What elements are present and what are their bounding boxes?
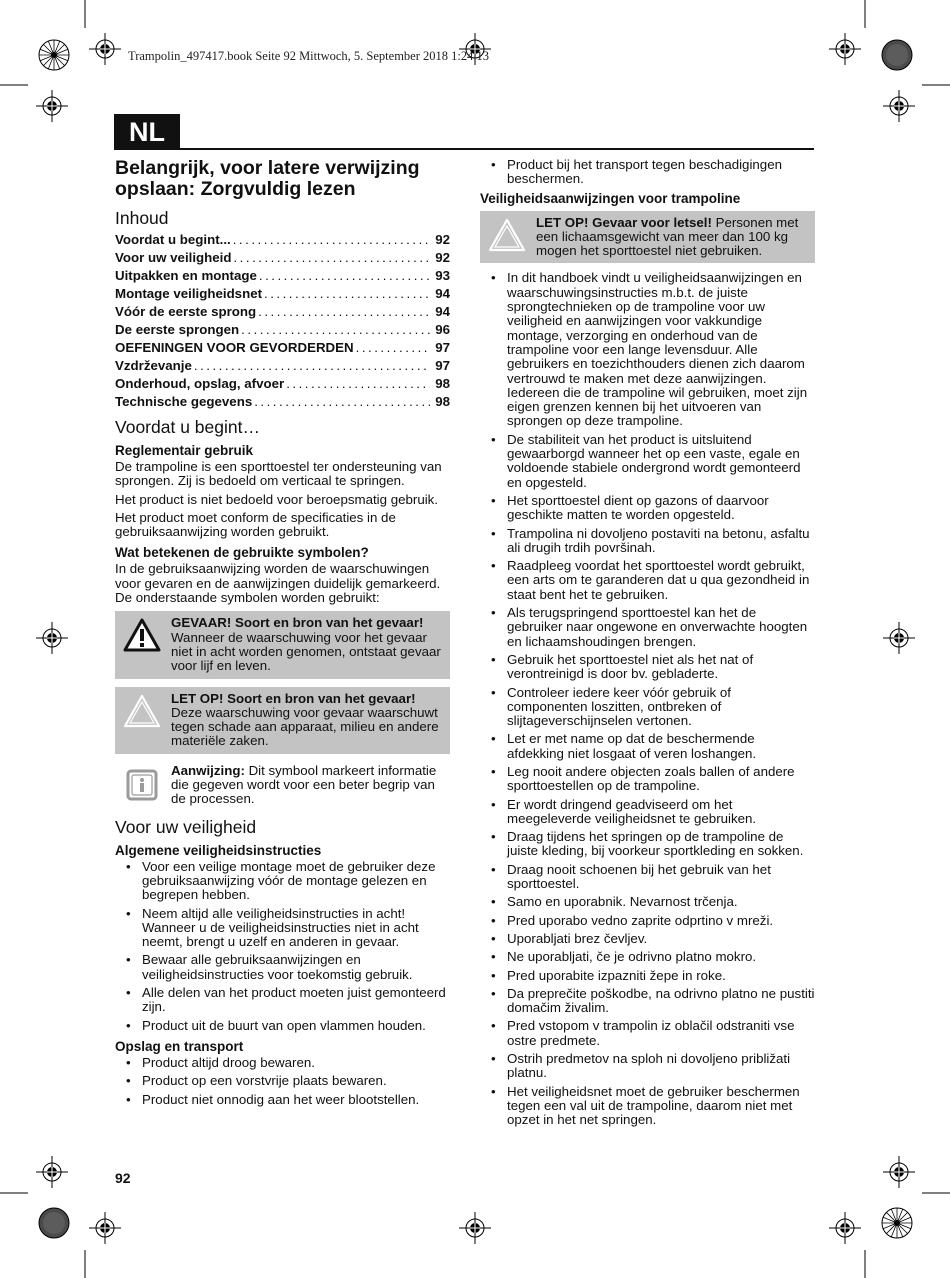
paragraph: Het product moet conform de specificaties in de gebruiksaanwijzing worden gebruikt.	[115, 509, 396, 540]
document-title: Belangrijk, voor latere verwijzing opslaan: Zorgvuldig lezen	[115, 157, 420, 200]
left-column	[115, 158, 450, 1111]
list-item: • Samo en uporabnik. Nevarnost trčenja.	[507, 895, 815, 909]
general-safety-list	[115, 860, 450, 1033]
list-item: • Controleer iedere keer vóór gebruik of componenten loszitten, ontbreken of slijtageverschijnselen vertonen.	[507, 686, 815, 729]
caution-text: Deze waarschuwing voor gevaar waarschuwt tegen schade aan apparaat, milieu en andere materiële zaken.	[171, 704, 439, 749]
list-item: • Gebruik het sporttoestel niet als het nat of verontreinigd is door bv. gebladerte.	[507, 653, 815, 682]
list-item: • De stabiliteit van het product is uitsluitend gewaarborgd wanneer het op een vaste, egale en voldoende stabiele ondergrond wordt gemonteerd en opgesteld.	[507, 433, 815, 490]
toc-entry[interactable]: Vzdrževanje ..... 97	[115, 357, 450, 375]
list-item: • Trampolina ni dovoljeno postaviti na betonu, asfaltu ali drugih trdih površinah.	[507, 527, 815, 556]
toc-entry[interactable]: Voordat u begint... ..... 92	[115, 231, 450, 249]
section-heading: Voordat u begint…	[115, 417, 260, 437]
list-item: • Product op een vorstvrije plaats bewaren.	[142, 1074, 450, 1088]
list-item: • Bewaar alle gebruiksaanwijzingen en veiligheidsinstructies voor toekomstig gebruik.	[142, 953, 450, 982]
subsection-heading: Wat betekenen de gebruikte symbolen?	[115, 545, 369, 561]
subsection-heading: Algemene veiligheidsinstructies	[115, 842, 322, 858]
caution-warning-icon	[488, 218, 526, 252]
list-item: • Er wordt dringend geadviseerd om het meegeleverde veiligheidsnet te gebruiken.	[507, 798, 815, 827]
toc-entry[interactable]: Vóór de eerste sprong ..... 94	[115, 303, 450, 321]
list-item: • Product bij het transport tegen beschadigingen beschermen.	[507, 158, 815, 187]
paragraph: Het product is niet bedoeld voor beroepsmatig gebruik.	[115, 491, 439, 507]
paragraph: De trampoline is een sporttoestel ter ondersteuning van sprongen. Zij is bedoeld om verticaal te springen.	[115, 459, 442, 489]
toc-heading: Inhoud	[115, 208, 169, 228]
danger-label: GEVAAR! Soort en bron van het gevaar!	[171, 615, 424, 631]
caution-box	[115, 687, 450, 754]
toc-entry[interactable]: Voor uw veiligheid ..... 92	[115, 249, 450, 267]
info-icon	[125, 768, 159, 802]
list-item: • Pred uporabite izpazniti žepe in roke.	[507, 969, 815, 983]
note-label: Aanwijzing:	[171, 762, 245, 778]
list-item: • Product uit de buurt van open vlammen houden.	[142, 1019, 450, 1033]
caution-text: Personen met een lichaamsgewicht van meer dan 100 kg mogen het sporttoestel niet gebruiken.	[536, 214, 799, 259]
caution-warning-icon	[123, 694, 161, 728]
list-item: • Draag nooit schoenen bij het gebruik van het sporttoestel.	[507, 863, 815, 892]
list-item: • Neem altijd alle veiligheidsinstructies in acht! Wanneer u de veiligheidsinstructies niet in acht neemt, brengt u uzelf en anderen in gevaar.	[142, 907, 450, 950]
list-item: • Raadpleeg voordat het sporttoestel wordt gebruikt, een arts om te garanderen dat u qua gezondheid in staat bent het te gebruiken.	[507, 559, 815, 602]
toc-entry[interactable]: De eerste sprongen ..... 96	[115, 321, 450, 339]
toc-entry[interactable]: Onderhoud, opslag, afvoer ..... 98	[115, 375, 450, 393]
list-item: • Uporabljati brez čevljev.	[507, 932, 815, 946]
transport-list	[480, 158, 815, 187]
subsection-heading: Reglementair gebruik	[115, 443, 254, 458]
danger-text: Wanneer de waarschuwing voor het gevaar niet in acht worden genomen, ontstaat gevaar voor lijf en leven.	[171, 629, 441, 674]
toc-entry[interactable]: Uitpakken en montage ..... 93	[115, 267, 450, 285]
language-tag: NL	[114, 114, 180, 150]
caution-label: LET OP! Soort en bron van het gevaar!	[171, 690, 416, 706]
list-item: • Product altijd droog bewaren.	[142, 1056, 450, 1070]
list-item: • Het sporttoestel dient op gazons of daarvoor geschikte matten te worden opgesteld.	[507, 494, 815, 523]
danger-warning-icon	[123, 618, 161, 652]
list-item: • Ne uporabljati, če je odrivno platno mokro.	[507, 950, 815, 964]
list-item: • In dit handboek vindt u veiligheidsaanwijzingen en waarschuwingsinstructies m.b.t. de juiste sprongtechnieken op de trampoline voor uw veiligheid en aanwijzingen voor vakkundige montage, verzorging en onderhoud van de trampoline voor een lange levensduur. Alle gebruikers en toezichthouders dienen zich daarom vertrouwd te maken met deze aanwijzingen. Iedereen die de trampoline wil gebruiken, moet zijn eigen grenzen kennen bij het uitvoeren van sprongen op deze trampoline.	[507, 271, 815, 428]
section-heading: Voor uw veiligheid	[115, 816, 257, 837]
toc-entry[interactable]: Technische gegevens ..... 98	[115, 393, 450, 411]
list-item: • Leg nooit andere objecten zoals ballen of andere sporttoestellen op de trampoline.	[507, 765, 815, 794]
list-item: • Da preprečite poškodbe, na odrivno platno ne pustiti domačim živalim.	[507, 987, 815, 1016]
note-box	[115, 762, 450, 809]
list-item: • Ostrih predmetov na sploh ni dovoljeno približati platnu.	[507, 1052, 815, 1081]
note-text: Dit symbool markeert informatie die gegeven wordt voor een beter begrip van de processen.	[171, 762, 437, 807]
page-number: 92	[115, 1170, 131, 1186]
list-item: • Product niet onnodig aan het weer blootstellen.	[142, 1093, 450, 1107]
list-item: • Draag tijdens het springen op de trampoline de juiste kleding, bij voorkeur sportkleding en sokken.	[507, 830, 815, 859]
list-item: • Het veiligheidsnet moet de gebruiker beschermen tegen een val uit de trampoline, daarom niet met opzet in het net springen.	[507, 1085, 815, 1128]
table-of-contents	[115, 231, 450, 411]
trampoline-safety-list	[480, 271, 815, 1127]
list-item: • Let er met name op dat de beschermende afdekking niet losgaat of veren loshangen.	[507, 732, 815, 761]
list-item: • Voor een veilige montage moet de gebruiker deze gebruiksaanwijzing vóór de montage gelezen en begrepen hebben.	[142, 860, 450, 903]
storage-list	[115, 1056, 450, 1107]
toc-entry[interactable]: OEFENINGEN VOOR GEVORDERDEN ..... 97	[115, 339, 450, 357]
list-item: • Pred vstopom v trampolin iz oblačil odstraniti vse ostre predmete.	[507, 1019, 815, 1048]
paragraph: In de gebruiksaanwijzing worden de waarschuwingen voor gevaren en de aanwijzingen duidelijk gemarkeerd. De onderstaande symbolen worden gebruikt:	[115, 561, 441, 606]
subsection-heading: Opslag en transport	[115, 1038, 244, 1054]
list-item: • Alle delen van het product moeten juist gemonteerd zijn.	[142, 986, 450, 1015]
right-column	[480, 158, 815, 1132]
list-item: • Pred uporabo vedno zaprite odprtino v mreži.	[507, 914, 815, 928]
subsection-heading: Veiligheidsaanwijzingen voor trampoline	[480, 190, 741, 206]
caution-label: LET OP! Gevaar voor letsel!	[536, 214, 712, 230]
injury-caution-box	[480, 211, 815, 264]
toc-entry[interactable]: Montage veiligheidsnet ..... 94	[115, 285, 450, 303]
danger-box	[115, 611, 450, 678]
print-header: Trampolin_497417.book Seite 92 Mittwoch, 5. September 2018 1:24 13	[128, 49, 489, 63]
header-rule	[180, 148, 814, 150]
list-item: • Als terugspringend sporttoestel kan het de gebruiker naar ongewone en onverwachte hoogten en lichaamshoudingen brengen.	[507, 606, 815, 649]
